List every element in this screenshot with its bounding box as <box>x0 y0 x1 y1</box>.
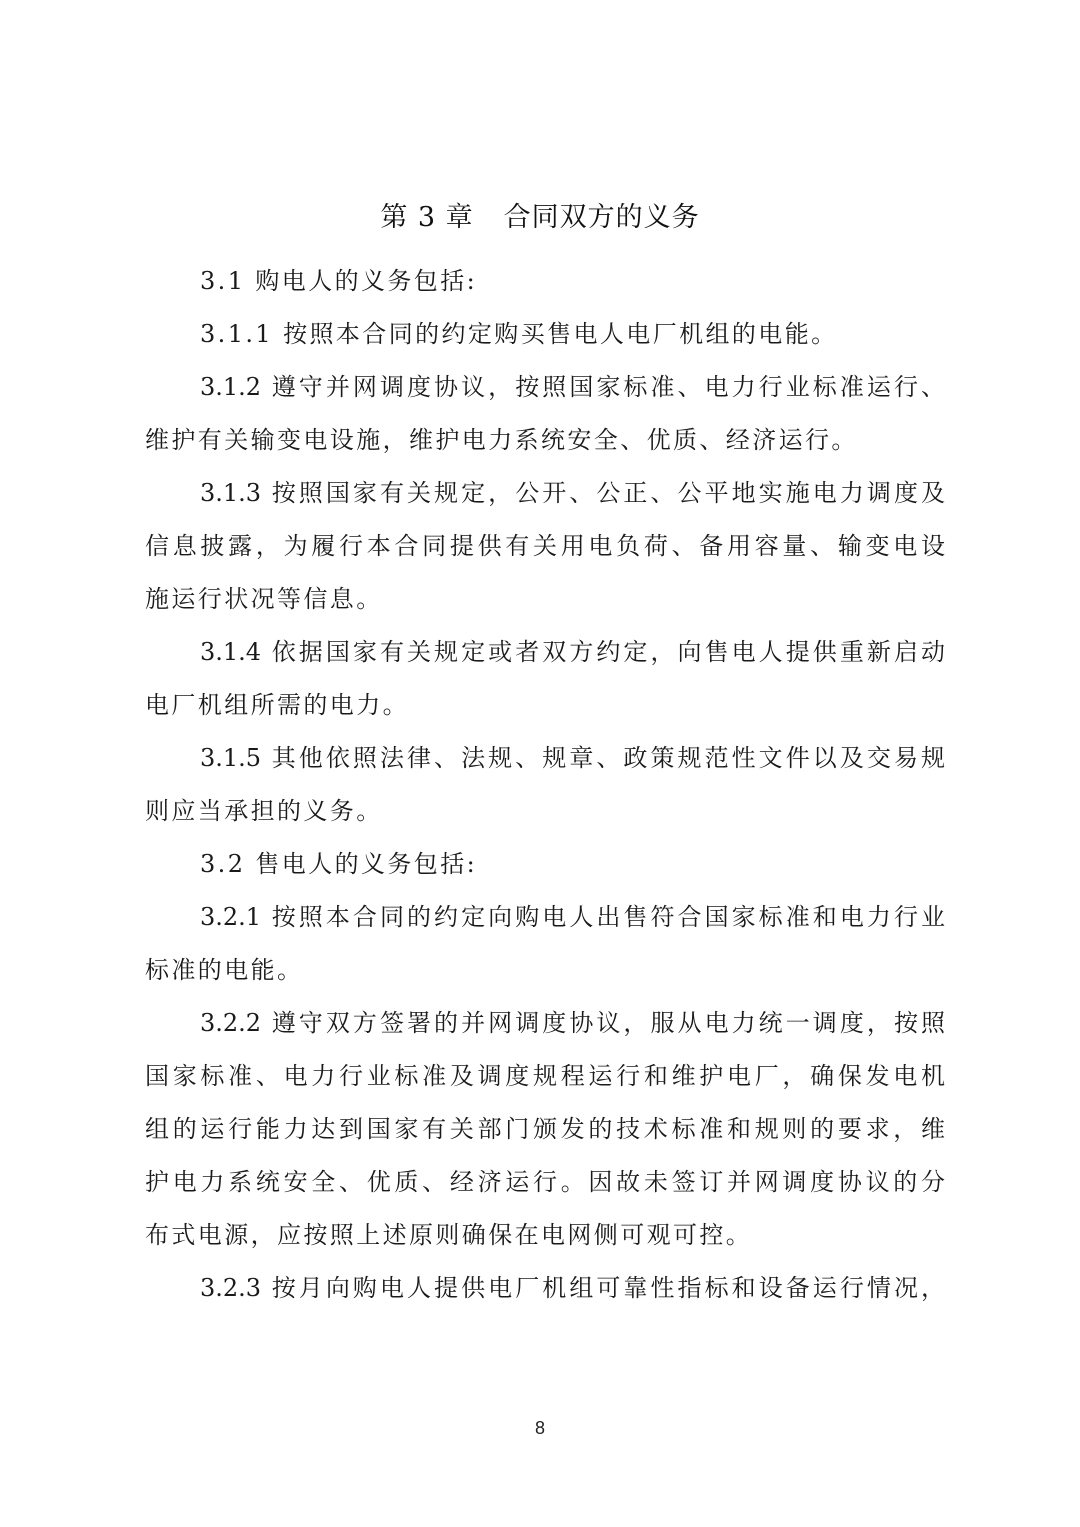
text-line: 3.2.1 按照本合同的约定向购电人出售符合国家标准和电力行业 <box>200 903 945 931</box>
text-line: 3.1.4 依据国家有关规定或者双方约定，向售电人提供重新启动 <box>200 638 945 666</box>
text-line: 3.2.3 按月向购电人提供电厂机组可靠性指标和设备运行情况， <box>200 1274 945 1302</box>
text-line: 维护有关输变电设施，维护电力系统安全、优质、经济运行。 <box>145 426 858 454</box>
text-line: 电厂机组所需的电力。 <box>145 691 409 719</box>
chapter-title-text: 合同双方的义务 <box>503 202 700 233</box>
text-line: 布式电源，应按照上述原则确保在电网侧可观可控。 <box>145 1221 753 1249</box>
text-line: 3.2 售电人的义务包括: <box>200 850 478 878</box>
text-line: 3.1.3 按照国家有关规定，公开、公正、公平地实施电力调度及 <box>200 479 945 507</box>
text-line: 护电力系统安全、优质、经济运行。因故未签订并网调度协议的分 <box>145 1168 945 1196</box>
document-body <box>145 255 945 1315</box>
text-line: 3.1 购电人的义务包括: <box>200 267 478 295</box>
text-line: 则应当承担的义务。 <box>145 797 383 825</box>
text-line: 信息披露，为履行本合同提供有关用电负荷、备用容量、输变电设 <box>145 532 945 560</box>
text-line: 3.1.5 其他依照法律、法规、规章、政策规范性文件以及交易规 <box>200 744 945 772</box>
chapter-number: 第 3 章 <box>380 202 474 233</box>
text-line: 3.1.1 按照本合同的约定购买售电人电厂机组的电能。 <box>200 320 838 348</box>
text-line: 3.1.2 遵守并网调度协议，按照国家标准、电力行业标准运行、 <box>200 373 945 401</box>
chapter-title <box>0 196 1080 240</box>
text-line: 组的运行能力达到国家有关部门颁发的技术标准和规则的要求，维 <box>145 1115 945 1143</box>
text-line: 标准的电能。 <box>145 956 304 984</box>
text-line: 3.2.2 遵守双方签署的并网调度协议，服从电力统一调度，按照 <box>200 1009 945 1037</box>
page-number: 8 <box>534 1418 545 1438</box>
text-line: 国家标准、电力行业标准及调度规程运行和维护电厂，确保发电机 <box>145 1062 945 1090</box>
text-line: 施运行状况等信息。 <box>145 585 383 613</box>
